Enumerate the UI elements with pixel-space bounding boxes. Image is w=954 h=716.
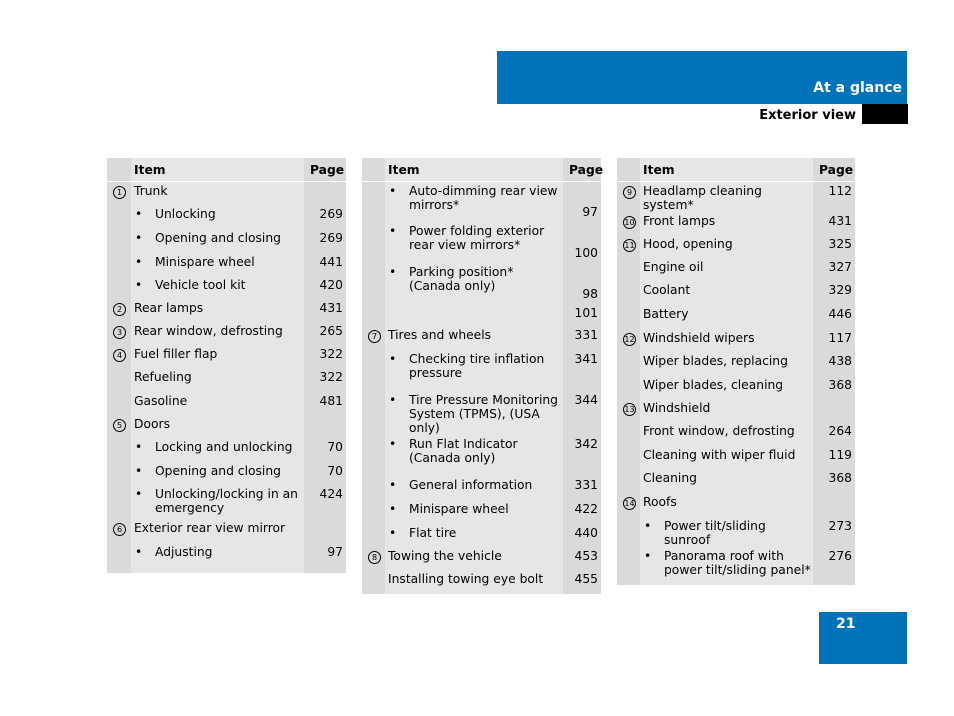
table-row (362, 263, 601, 304)
item-label: Gasoline (134, 393, 188, 408)
table-header-row (362, 158, 601, 182)
item-label: Installing towing eye bolt (388, 571, 544, 586)
table-row (107, 229, 346, 253)
table-row (617, 352, 855, 376)
page-reference: 276 (813, 547, 855, 585)
item-label: Exterior rear view mirror (134, 520, 286, 535)
table-row (617, 469, 855, 493)
page-reference: 342 (563, 435, 601, 476)
page-reference: 368 (813, 469, 855, 493)
item-label: Cleaning with wiper fluid (643, 448, 796, 462)
page-number: 21 (836, 616, 856, 632)
item-label: Wiper blades, cleaning (643, 378, 784, 392)
callout-number: 7 (368, 330, 381, 343)
column-header-item: Item (131, 158, 304, 182)
callout-number: 10 (624, 218, 635, 227)
callout-number: 1 (113, 186, 126, 199)
callout-number: 3 (113, 326, 126, 339)
index-table-1 (107, 158, 346, 573)
table-row (107, 182, 346, 205)
item-label: Towing the vehicle (388, 548, 502, 563)
page-reference (304, 182, 346, 205)
page-reference: 70 (304, 438, 346, 462)
item-label: Run Flat Indicator (Canada only) (409, 436, 518, 465)
item-label: Vehicle tool kit (155, 277, 246, 292)
page-reference (304, 519, 346, 543)
item-label: Minispare wheel (155, 254, 255, 269)
item-label: Rear window, defrosting (134, 323, 283, 338)
page-reference: 331 (563, 476, 601, 500)
page-reference: 101 (563, 304, 601, 326)
table-row (362, 476, 601, 500)
bullet-icon: • (389, 436, 397, 451)
table-row (362, 182, 601, 222)
bullet-icon: • (389, 264, 397, 279)
table-row (107, 392, 346, 415)
bullet-icon: • (389, 525, 397, 540)
page-reference: 70 (304, 462, 346, 485)
page-reference: 446 (813, 305, 855, 329)
item-label: Hood, opening (643, 237, 733, 251)
table-row (362, 435, 601, 476)
page-reference: 264 (813, 422, 855, 446)
page-reference: 97 (563, 182, 601, 222)
callout-number: 11 (624, 241, 635, 250)
table-row (107, 462, 346, 485)
table-row (107, 322, 346, 345)
table-header-row (617, 158, 855, 182)
item-label: Front window, defrosting (643, 424, 795, 438)
table-header-row (107, 158, 346, 182)
table-row (617, 376, 855, 399)
page-reference (813, 399, 855, 422)
table-row (107, 299, 346, 322)
item-label: Wiper blades, replacing (643, 354, 788, 368)
table-row (107, 485, 346, 519)
page-reference: 322 (304, 345, 346, 368)
item-label: Coolant (643, 283, 691, 297)
page-reference: 327 (813, 258, 855, 281)
table-row (362, 547, 601, 570)
callout-number: 13 (624, 405, 635, 414)
table-row (362, 304, 601, 326)
bullet-icon: • (135, 544, 143, 559)
callout-number: 6 (113, 523, 126, 536)
page-reference: 341 (563, 350, 601, 391)
page-reference (304, 415, 346, 438)
table-row (617, 329, 855, 352)
item-label: Tire Pressure Monitoring System (TPMS), (USA only) (409, 392, 558, 435)
table-row (107, 543, 346, 573)
callout-number: 4 (113, 349, 126, 362)
table-row (617, 182, 855, 213)
table-row (107, 205, 346, 229)
page-reference: 269 (304, 229, 346, 253)
callout-number: 12 (624, 335, 635, 344)
page-reference: 438 (813, 352, 855, 376)
bullet-icon: • (389, 392, 397, 407)
page-reference (813, 493, 855, 517)
page-reference: 265 (304, 322, 346, 345)
item-label: Opening and closing (155, 463, 281, 478)
bullet-icon: • (389, 501, 397, 516)
page-reference: 481 (304, 392, 346, 415)
table-row (107, 415, 346, 438)
page-reference: 453 (563, 547, 601, 570)
item-label: Locking and unlocking (155, 439, 293, 454)
item-label: Checking tire inflation pressure (409, 351, 545, 380)
item-label: Doors (134, 416, 170, 431)
bullet-icon: • (135, 277, 143, 292)
table-row (617, 281, 855, 305)
page-reference: 422 (563, 500, 601, 524)
callout-number: 14 (624, 499, 635, 508)
table-row (362, 391, 601, 435)
table-row (617, 235, 855, 258)
page-reference: 269 (304, 205, 346, 229)
item-label: Opening and closing (155, 230, 281, 245)
callout-number: 8 (368, 551, 381, 564)
item-label: Fuel filler flap (134, 346, 218, 361)
column-header-item: Item (640, 158, 813, 182)
page-reference: 368 (813, 376, 855, 399)
bullet-icon: • (644, 549, 652, 563)
column-header-page: Page (813, 158, 855, 182)
page-reference: 440 (563, 524, 601, 547)
column-header-page: Page (304, 158, 346, 182)
table-row (617, 422, 855, 446)
table-row (362, 350, 601, 391)
column-header-page: Page (563, 158, 601, 182)
table-row (107, 438, 346, 462)
item-label: Auto-dimming rear view mirrors* (409, 184, 558, 212)
item-label: Refueling (134, 369, 192, 384)
table-row (362, 326, 601, 350)
table-row (362, 524, 601, 547)
table-row (617, 305, 855, 329)
index-table-2 (362, 158, 604, 594)
item-label: Flat tire (409, 525, 457, 540)
table-row (617, 446, 855, 469)
table-row (107, 519, 346, 543)
table-row (617, 493, 855, 517)
callout-number: 9 (623, 186, 636, 199)
item-label: Roofs (643, 495, 677, 509)
table-row (107, 368, 346, 392)
page-reference: 455 (563, 570, 601, 594)
page-reference: 117 (813, 329, 855, 352)
column-header-item: Item (385, 158, 563, 182)
page-reference: 424 (304, 485, 346, 519)
callout-number: 5 (113, 419, 126, 432)
page-reference: 329 (813, 281, 855, 305)
item-label: General information (409, 477, 533, 492)
item-label: Panorama roof with power tilt/sliding panel* (664, 549, 811, 577)
bullet-icon: • (135, 254, 143, 269)
bullet-icon: • (389, 477, 397, 492)
table-row (617, 212, 855, 235)
item-label: Cleaning (643, 471, 697, 485)
item-label: Battery (643, 307, 689, 321)
item-label: Headlamp cleaning system* (643, 184, 762, 212)
item-label: Windshield (643, 401, 711, 415)
table-row (362, 500, 601, 524)
table-row (617, 547, 855, 585)
table-row (617, 399, 855, 422)
page-reference: 344 (563, 391, 601, 435)
section-tab-marker (862, 104, 908, 124)
item-label: Adjusting (155, 544, 213, 559)
table-row (107, 253, 346, 276)
table-row (617, 258, 855, 281)
page-reference: 431 (304, 299, 346, 322)
callout-number: 2 (113, 303, 126, 316)
item-label: Power folding exterior rear view mirrors* (409, 223, 545, 252)
page-reference: 273 (813, 517, 855, 547)
table-row (362, 222, 601, 263)
page-reference: 325 (813, 235, 855, 258)
page-reference: 322 (304, 368, 346, 392)
item-label: Power tilt/sliding sunroof (664, 519, 766, 547)
section-title: At a glance (813, 80, 902, 96)
page-reference: 420 (304, 276, 346, 299)
table-row (107, 345, 346, 368)
item-label: Unlocking (155, 206, 216, 221)
bullet-icon: • (135, 230, 143, 245)
item-label: Trunk (134, 184, 168, 198)
header-band (497, 51, 907, 104)
table-row (107, 276, 346, 299)
bullet-icon: • (135, 439, 143, 454)
page-reference: 98 (563, 263, 601, 304)
page-reference: 331 (563, 326, 601, 350)
bullet-icon: • (135, 486, 143, 501)
item-label: Front lamps (643, 214, 716, 228)
page-reference: 97 (304, 543, 346, 573)
bullet-icon: • (135, 206, 143, 221)
page-reference: 431 (813, 212, 855, 235)
item-label: Rear lamps (134, 300, 204, 315)
page-number-box (819, 612, 907, 664)
item-label: Parking position* (Canada only) (409, 264, 514, 293)
bullet-icon: • (135, 463, 143, 478)
bullet-icon: • (389, 184, 397, 198)
page-reference: 119 (813, 446, 855, 469)
item-label: Unlocking/locking in an emergency (155, 486, 298, 515)
bullet-icon: • (389, 223, 397, 238)
bullet-icon: • (389, 351, 397, 366)
page-reference: 100 (563, 222, 601, 263)
item-label: Engine oil (643, 260, 704, 274)
page-reference: 112 (813, 182, 855, 213)
subsection-title: Exterior view (759, 108, 856, 123)
bullet-icon: • (644, 519, 652, 533)
table-row (362, 570, 601, 594)
table-row (617, 517, 855, 547)
index-table-3 (617, 158, 855, 585)
item-label: Windshield wipers (643, 331, 755, 345)
item-label: Minispare wheel (409, 501, 509, 516)
item-label: Tires and wheels (388, 327, 492, 342)
page-reference: 441 (304, 253, 346, 276)
